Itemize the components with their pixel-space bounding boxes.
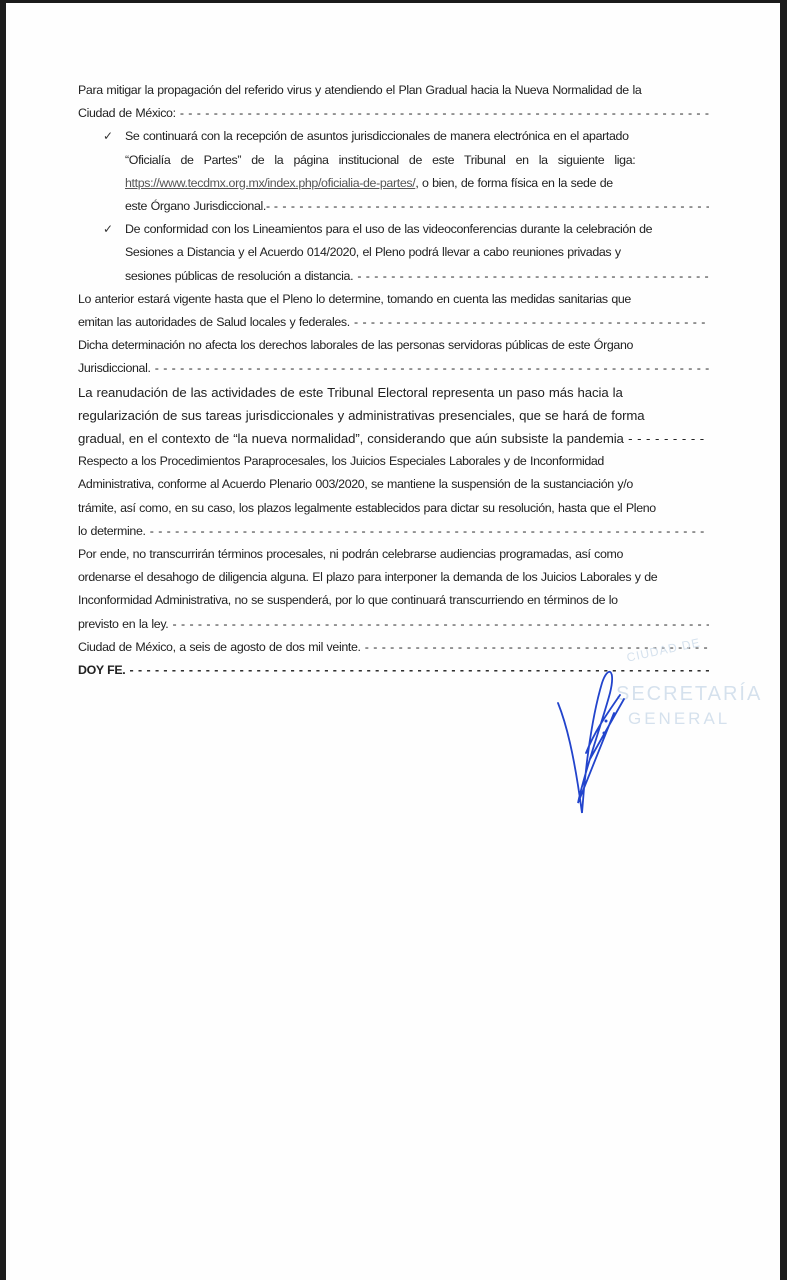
- paragraph-resumption: [78, 381, 709, 451]
- bullet-line: Sesiones a Distancia y el Acuerdo 014/2020, el Pleno podrá llevar a cabo reuniones privadas y: [125, 245, 621, 260]
- paragraph-line: Jurisdiccional. - - -: [78, 357, 709, 380]
- stamp-text: CIUDAD DE: [625, 635, 702, 665]
- paragraph-line: Administrativa, conforme al Acuerdo Plenario 003/2020, se mantiene la suspensión de la sustanciación y/o: [78, 477, 633, 492]
- stamp-text: SECRETARÍA: [616, 683, 763, 705]
- paragraph-line: emitan las autoridades de Salud locales y federales. - - -: [78, 311, 709, 334]
- bullet-item-reception: [78, 125, 709, 218]
- paragraph-line: trámite, así como, en su caso, los plazos legalmente establecidos para dictar su resolución, hasta que el Pleno: [78, 500, 656, 515]
- signature-icon: [554, 663, 634, 823]
- date-line: Ciudad de México, a seis de agosto de dos mil veinte. - - -: [78, 636, 709, 659]
- link-trailing-text: , o bien, de forma física en la sede de: [415, 175, 613, 190]
- bullet-line: Se continuará con la recepción de asuntos jurisdiccionales de manera electrónica en el apartado: [125, 129, 629, 144]
- paragraph-line: gradual, en el contexto de “la nueva normalidad”, considerando que aún subsiste la pandemia - - -: [78, 427, 709, 450]
- bullet-line: sesiones públicas de resolución a distancia. - - -: [125, 265, 709, 288]
- checkmark-icon: ✓: [103, 222, 113, 237]
- paragraph-line: Inconformidad Administrativa, no se suspenderá, por lo que continuará transcurriendo en términos de lo: [78, 593, 618, 608]
- intro-line-2: Ciudad de México: - - -: [78, 102, 709, 125]
- bullet-line: [125, 172, 709, 195]
- stamp-text: GENERAL: [628, 709, 731, 728]
- checkmark-icon: ✓: [103, 129, 113, 144]
- oficialia-partes-link[interactable]: https://www.tecdmx.org.mx/index.php/oficialia-de-partes/: [125, 175, 416, 190]
- paragraph-line: lo determine. - - -: [78, 520, 709, 543]
- bullet-list: [78, 125, 709, 287]
- paragraph-line: Lo anterior estará vigente hasta que el Pleno lo determine, tomando en cuenta las medidas sanitarias que: [78, 291, 631, 306]
- paragraph-line: previsto en la ley. - - -: [78, 613, 709, 636]
- document-page: [6, 3, 780, 1280]
- bullet-line: este Órgano Jurisdiccional.- - - -: [125, 195, 709, 218]
- paragraph-line: Respecto a los Procedimientos Paraprocesales, los Juicios Especiales Laborales y de Inconformidad: [78, 454, 604, 469]
- intro-line-1: Para mitigar la propagación del referido virus y atendiendo el Plan Gradual hacia la Nueva Normalidad de la: [78, 83, 642, 97]
- bullet-item-videoconference: [78, 218, 709, 288]
- bullet-line: De conformidad con los Lineamientos para el uso de las videoconferencias durante la celebración de: [125, 222, 653, 237]
- paragraph-line: La reanudación de las actividades de este Tribunal Electoral representa un paso más hacia la: [78, 384, 623, 400]
- document-body: [78, 79, 709, 682]
- closing-doy-fe: DOY FE. - - -: [78, 659, 709, 682]
- paragraph-line: ordenarse el desahogo de diligencia alguna. El plazo para interponer la demanda de los Juicios Laborales y de: [78, 570, 658, 585]
- paragraph-line: Por ende, no transcurrirán términos procesales, ni podrán celebrarse audiencias programadas, así como: [78, 547, 624, 562]
- bullet-line: “Oficialía de Partes” de la página institucional de este Tribunal en la siguiente liga:: [125, 152, 636, 167]
- paragraph-line: regularización de sus tareas jurisdiccionales y administrativas presenciales, que se hará de forma: [78, 407, 645, 423]
- paragraph-line: Dicha determinación no afecta los derechos laborales de las personas servidoras públicas de este Órgano: [78, 338, 634, 353]
